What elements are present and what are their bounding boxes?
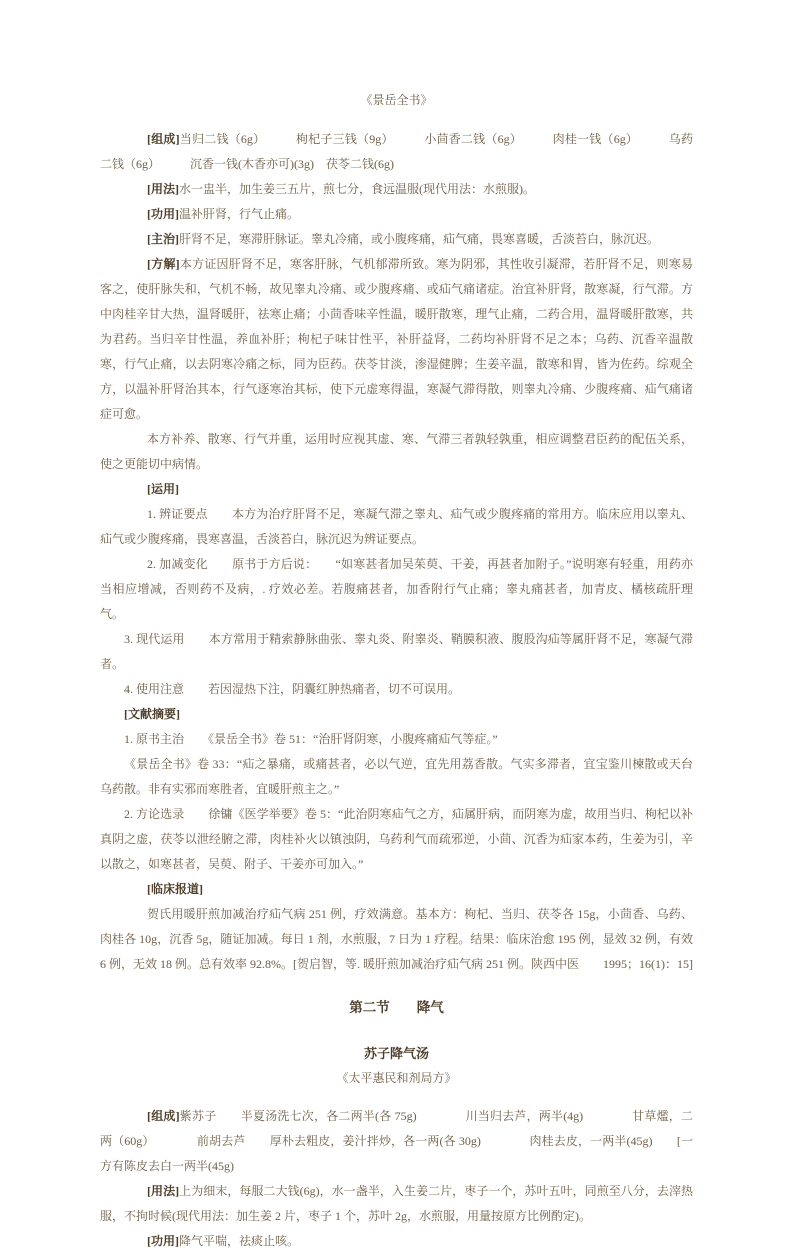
composition-text: 当归二钱（6g） 枸杞子三钱（9g） 小茴香二钱（6g） 肉桂一钱（6g） 乌药二钱（6g） 沉香一钱(木香亦可)(3g) 茯苓二钱(6g)	[100, 132, 693, 171]
composition-label: [组成]	[147, 132, 180, 146]
function2-paragraph	[100, 1229, 693, 1254]
function-paragraph	[100, 202, 693, 227]
composition-paragraph	[100, 127, 693, 177]
literature-label: [文献摘要]	[124, 707, 180, 721]
composition2-text: 紫苏子 半夏汤洗七次，各二两半(各 75g) 川当归去芦，两半(4g) 甘草爁，二两（60g） 前胡去芦 厚朴去粗皮，姜汁拌炒，各一两(各 30g) 肉桂去皮，一两半(45g) [一方有陈皮去白一两半(45g)	[100, 1109, 694, 1173]
composition2-label: [组成]	[147, 1109, 180, 1123]
literature-heading	[100, 702, 693, 727]
composition2-paragraph	[100, 1104, 693, 1179]
function2-label: [功用]	[147, 1234, 179, 1248]
application-item-4: 4. 使用注意 若因湿热下注，阴囊红肿热痛者，切不可误用。	[124, 682, 461, 696]
usage2-label: [用法]	[147, 1184, 180, 1198]
formula-title: 苏子降气汤	[363, 1046, 429, 1061]
application-item-2: 2. 加减变化 原书于方后说： “如寒甚者加吴茱萸、干姜，再甚者加附子。”说明寒有轻重，用药亦当相应增减，否则药不及病，. 疗效必差。若腹痛甚者，加香附行气止痛；睾丸痛甚者，加青皮、橘核疏肝理气。	[100, 557, 693, 621]
clinical-report-heading	[100, 877, 693, 902]
function2-text: 降气平喘，祛痰止咳。	[179, 1234, 300, 1248]
function-label: [功用]	[147, 207, 179, 221]
analysis-paragraph	[100, 252, 693, 427]
usage2-paragraph	[100, 1179, 693, 1229]
application-heading	[100, 477, 693, 502]
indication-text: 肝肾不足，寒滞肝脉证。睾丸冷痛，或小腹疼痛，疝气痛，畏寒喜暖，舌淡苔白，脉沉迟。	[179, 232, 660, 246]
formula-source: 《太平惠民和剂局方》	[336, 1071, 457, 1085]
indication-paragraph	[100, 227, 693, 252]
application-item-1: 1. 辨证要点 本方为治疗肝肾不足，寒凝气滞之睾丸、疝气或少腹疼痛的常用方。临床应用以睾丸、疝气或少腹疼痛，畏寒喜温，舌淡苔白，脉沉迟为辨证要点。	[100, 507, 693, 546]
summary-paragraph: 本方补养、散寒、行气并重，运用时应视其虚、寒、气滞三者孰轻孰重，相应调整君臣药的配伍关系，使之更能切中病情。	[100, 432, 693, 471]
usage2-text: 上为细末，每服二大钱(6g)，水一盏半，入生姜二片，枣子一个，苏叶五叶，同煎至八分，去滓热服，不拘时候(现代用法：加生姜 2 片，枣子 1 个，苏叶 2g，水煎服，用量按原方比例酌定)。	[100, 1184, 694, 1223]
clinical-report-label: [临床报道]	[147, 882, 203, 896]
usage-paragraph	[100, 177, 693, 202]
application-item-3: 3. 现代运用 本方常用于精索静脉曲张、睾丸炎、附睾炎、鞘膜积液、腹股沟疝等属肝肾不足，寒凝气滞者。	[100, 632, 693, 671]
analysis-text: 本方证因肝肾不足，寒客肝脉，气机郁滞所致。寒为阴邪，其性收引凝滞，若肝肾不足，则寒易客之，使肝脉失和，气机不畅，故见睾丸冷痛、或少腹疼痛、或疝气痛诸症。治宜补肝肾，散寒凝，行气滞。方中肉桂辛甘大热，温肾暖肝，祛寒止痛；小茴香味辛性温，暖肝散寒，理气止痛，二药合用，温肾暖肝散寒，共为君药。当归辛甘性温，养血补肝；枸杞子味甘性平，补肝益肾，二药均补肝肾不足之本；乌药、沉香辛温散寒，行气止痛，以去阴寒冷痛之标，同为臣药。茯苓甘淡，渗湿健脾；生姜辛温，散寒和胃，皆为佐药。综观全方，以温补肝肾治其本，行气逐寒治其标，使下元虚寒得温，寒凝气滞得散，则睾丸冷痛、少腹疼痛、疝气痛诸症可愈。	[100, 257, 693, 421]
application-label: [运用]	[147, 482, 179, 496]
literature-item-1b: 《景岳全书》卷 33：“疝之暴痛，或痛甚者，必以气逆，宜先用荔香散。气实多滞者，宜宝鉴川楝散或天台乌药散。非有实邪而寒胜者，宜暖肝煎主之。”	[100, 757, 693, 796]
literature-item-2: 2. 方论选录 徐镛《医学举要》卷 5：“此治阴寒疝气之方，疝属肝病，而阴寒为虚，故用当归、枸杞以补真阴之虚，茯苓以泄经腑之滞，肉桂补火以镇浊阴，乌药利气而疏邪逆，小茴、沉香为疝家本药，生姜为引，辛以散之，如寒甚者，吴萸、附子、干姜亦可加入。”	[100, 807, 693, 871]
usage-text: 水一盅半，加生姜三五片，煎七分，食远温服(现代用法：水煎服)。	[179, 182, 535, 196]
indication-label: [主治]	[147, 232, 179, 246]
section-header: 第二节 降气	[349, 1000, 444, 1015]
usage-label: [用法]	[147, 182, 179, 196]
book-title: 《景岳全书》	[360, 93, 433, 107]
clinical-report-paragraph: 贺氏用暖肝煎加减治疗疝气病 251 例，疗效满意。基本方：枸杞、当归、茯苓各 15g，小茴香、乌药、肉桂各 10g，沉香 5g，随证加减。每日 1 剂，水煎服，7 日为 1 疗程。结果：临床治愈 195 例，显效 32 例，有效 6 例，无效 18 例。总有效率 92.8%。[贺启智，等. 暖肝煎加减治疗疝气病 251 例。陕西中医 1995；16(1)：15]	[100, 907, 693, 971]
function-text: 温补肝肾，行气止痛。	[179, 207, 300, 221]
literature-item-1: 1. 原书主治 《景岳全书》卷 51：“治肝肾阴寒，小腹疼痛疝气等症。”	[124, 732, 498, 746]
analysis-label: [方解]	[147, 257, 180, 271]
